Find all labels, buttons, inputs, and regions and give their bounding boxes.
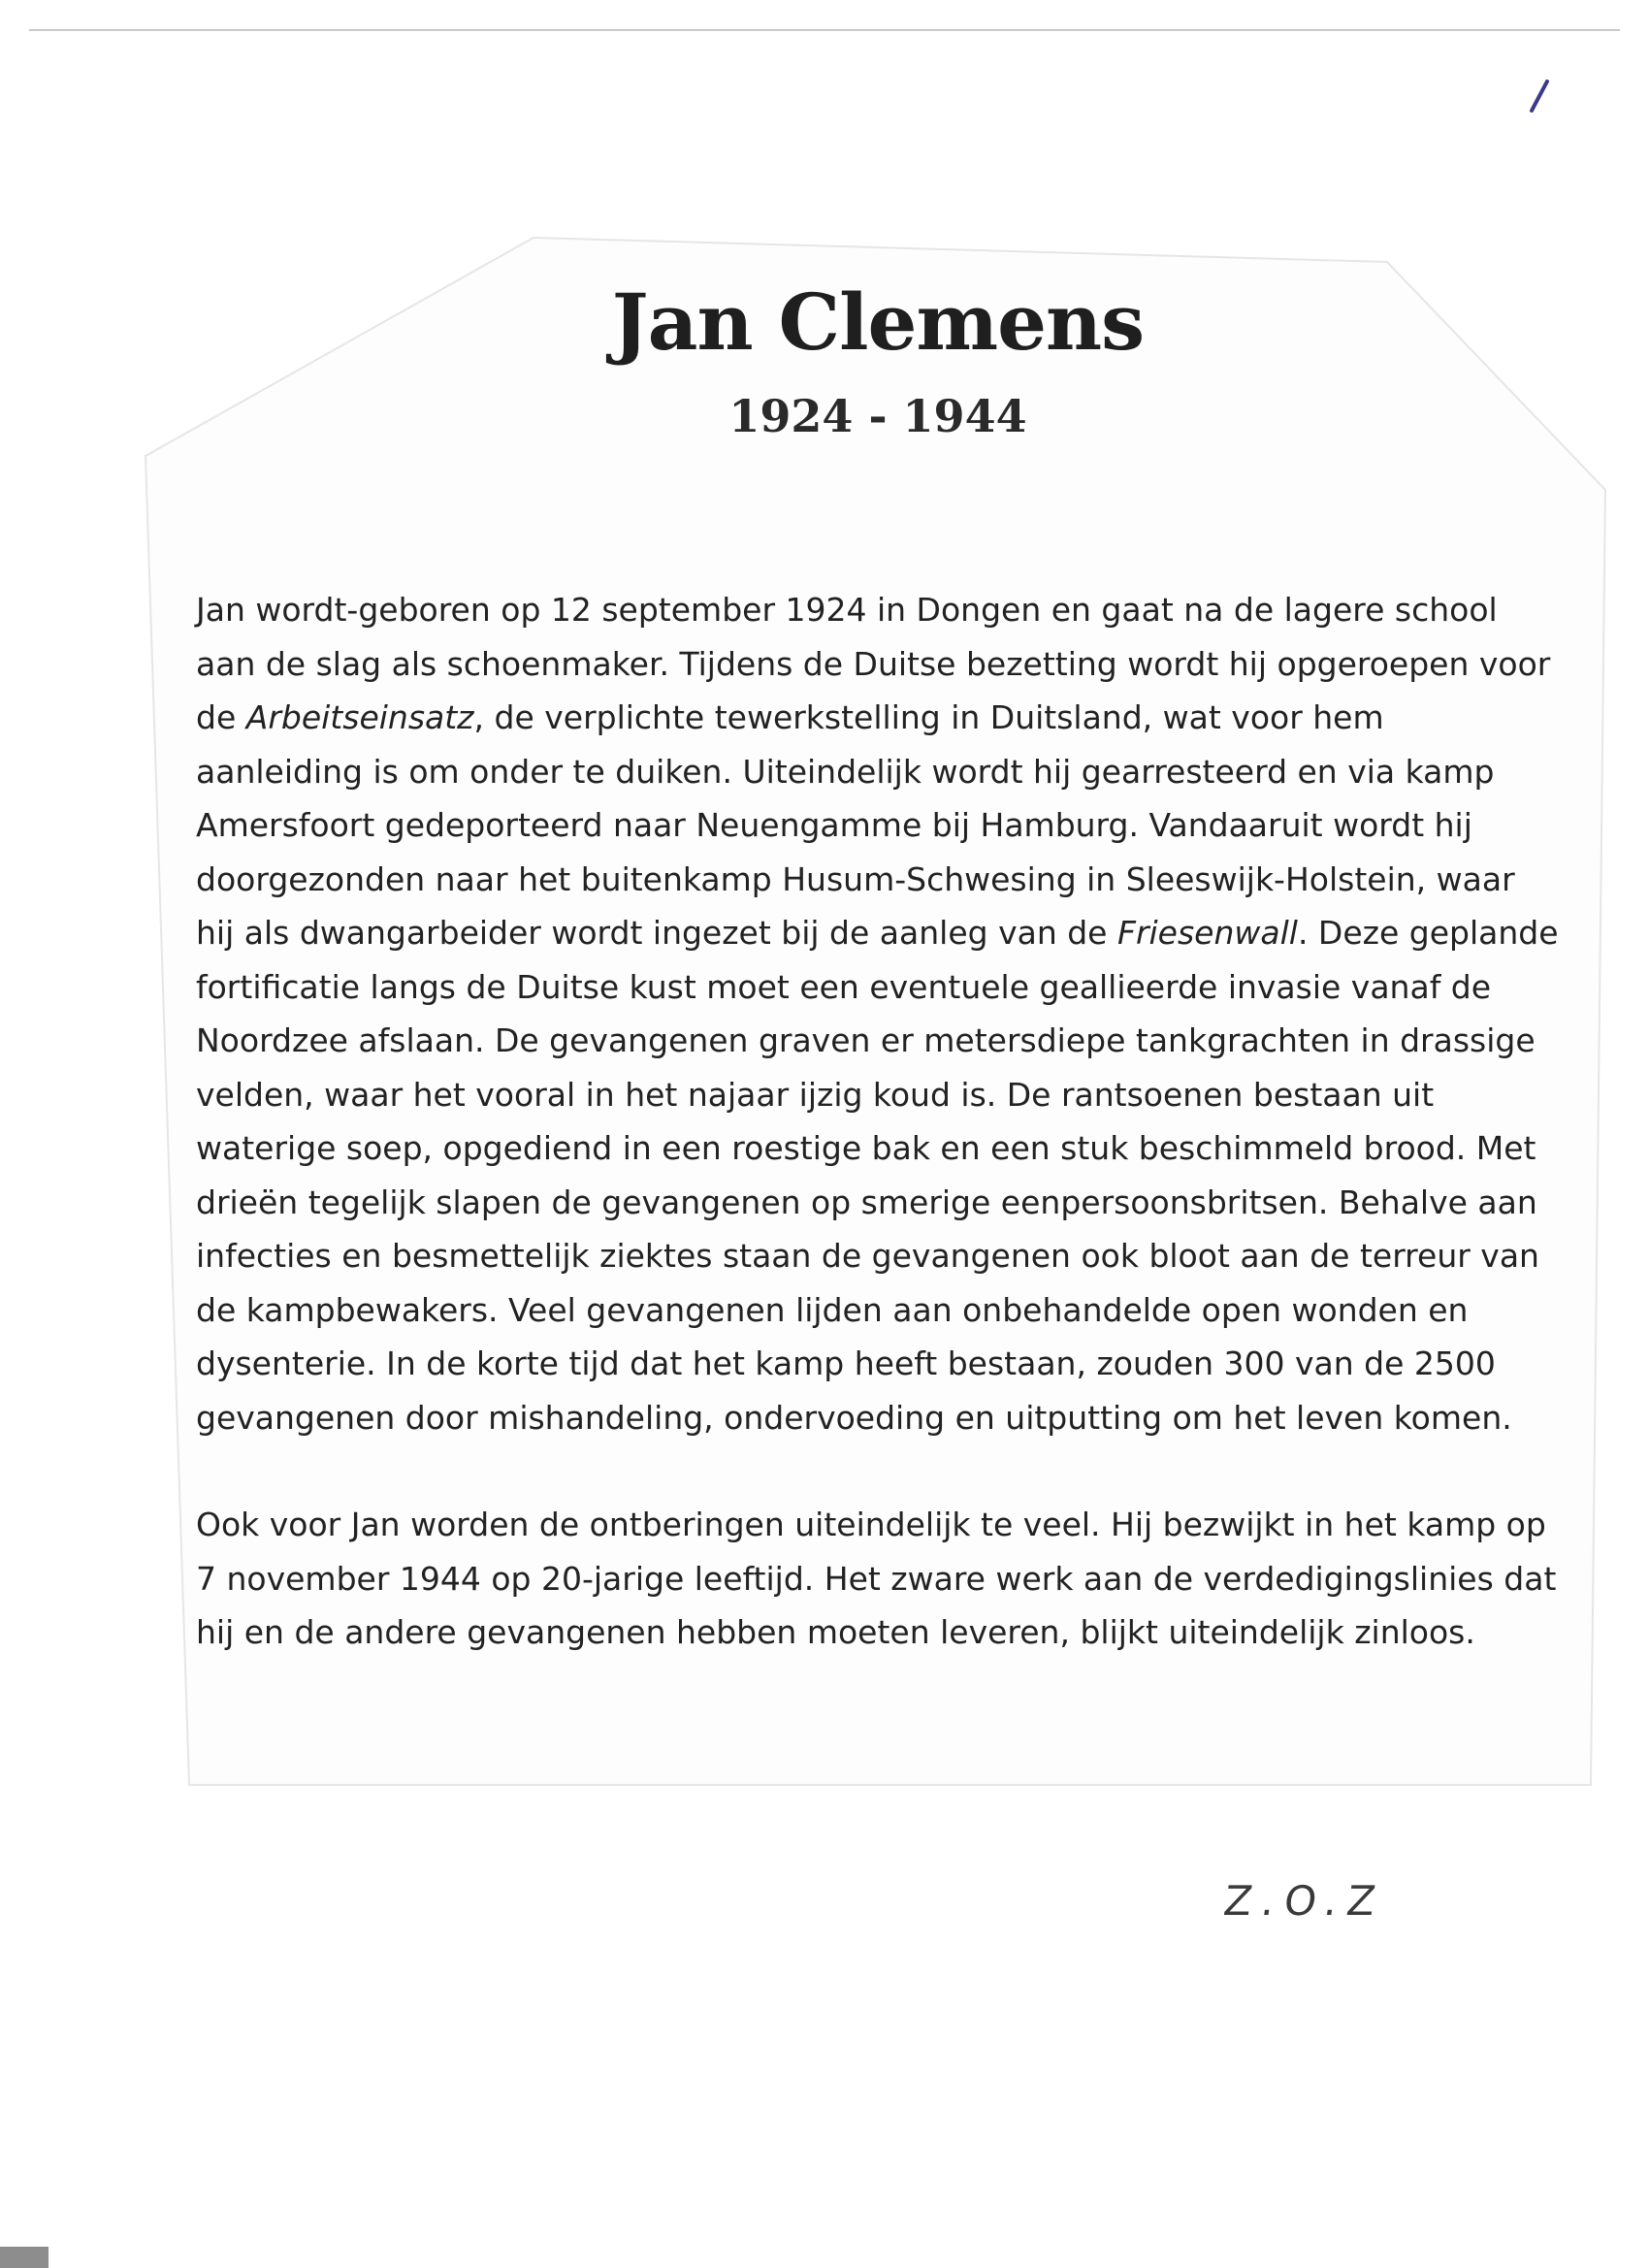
page-title: Jan Clemens: [611, 276, 1145, 368]
biography-paragraph-2: Ook voor Jan worden de ontberingen uiteindelijk te veel. Hij bezwijkt in het kamp op 7 november 1944 op 20-jarige leeftijd. Het zware werk aan de verdedigingslinies dat hij en de andere gevangenen hebben moeten leveren, blijkt uiteindelijk zinloos.: [196, 1506, 1557, 1651]
paragraph-1-text-c: . Deze geplande fortificatie langs de Duitse kust moet een eventuele geallieerde invasie vanaf de Noordzee afslaan. De gevangenen graven er metersdiepe tankgrachten in drassige velden, waar het vooral in het najaar ijzig koud is. De rantsoenen bestaan uit waterige soep, opgediend in een roestige bak en een stuk beschimmeld brood. Met drieën tegelijk slapen de gevangenen op smerige eenpersoonsbritsen. Behalve aan infecties en besmettelijk ziektes staan de gevangenen ook bloot aan de terreur van de kampbewakers. Veel gevangenen lijden aan onbehandelde open wonden en dysenterie. In de korte tijd dat het kamp heeft bestaan, zouden 300 van de 2500 gevangenen door mishandeling, ondervoeding en uitputting om het leven komen.: [196, 914, 1559, 1437]
scan-corner-shadow: [0, 2247, 48, 2268]
biography-paragraph-1: [196, 583, 1559, 1444]
paragraph-1-text-a: Jan wordt-geboren op 12 september 1924 in Dongen en gaat na de lagere school aan de slag als schoenmaker. Tijdens de Duitse bezetting wordt hij opgeroepen voor de: [196, 591, 1551, 736]
paragraph-1-emphasis-arbeitseinsatz: Arbeitseinsatz: [245, 698, 474, 736]
paragraph-1-text-b: , de verplichte tewerkstelling in Duitsland, wat voor hem aanleiding is om onder te duiken. Uiteindelijk wordt hij gearresteerd en via kamp Amersfoort gedeporteerd naar Neuengamme bij Hamburg. Vandaaruit wordt hij doorgezonden naar het buitenkamp Husum-Schwesing in Sleeswijk-Holstein, waar hij als dwangarbeider wordt ingezet bij de aanleg van de: [196, 698, 1515, 952]
paragraph-1-emphasis-friesenwall: Friesenwall: [1116, 914, 1298, 952]
handwritten-note: Z.O.Z: [1220, 1877, 1389, 1925]
life-dates: 1924 - 1944: [728, 390, 1027, 442]
biography-text: [196, 583, 1559, 1660]
